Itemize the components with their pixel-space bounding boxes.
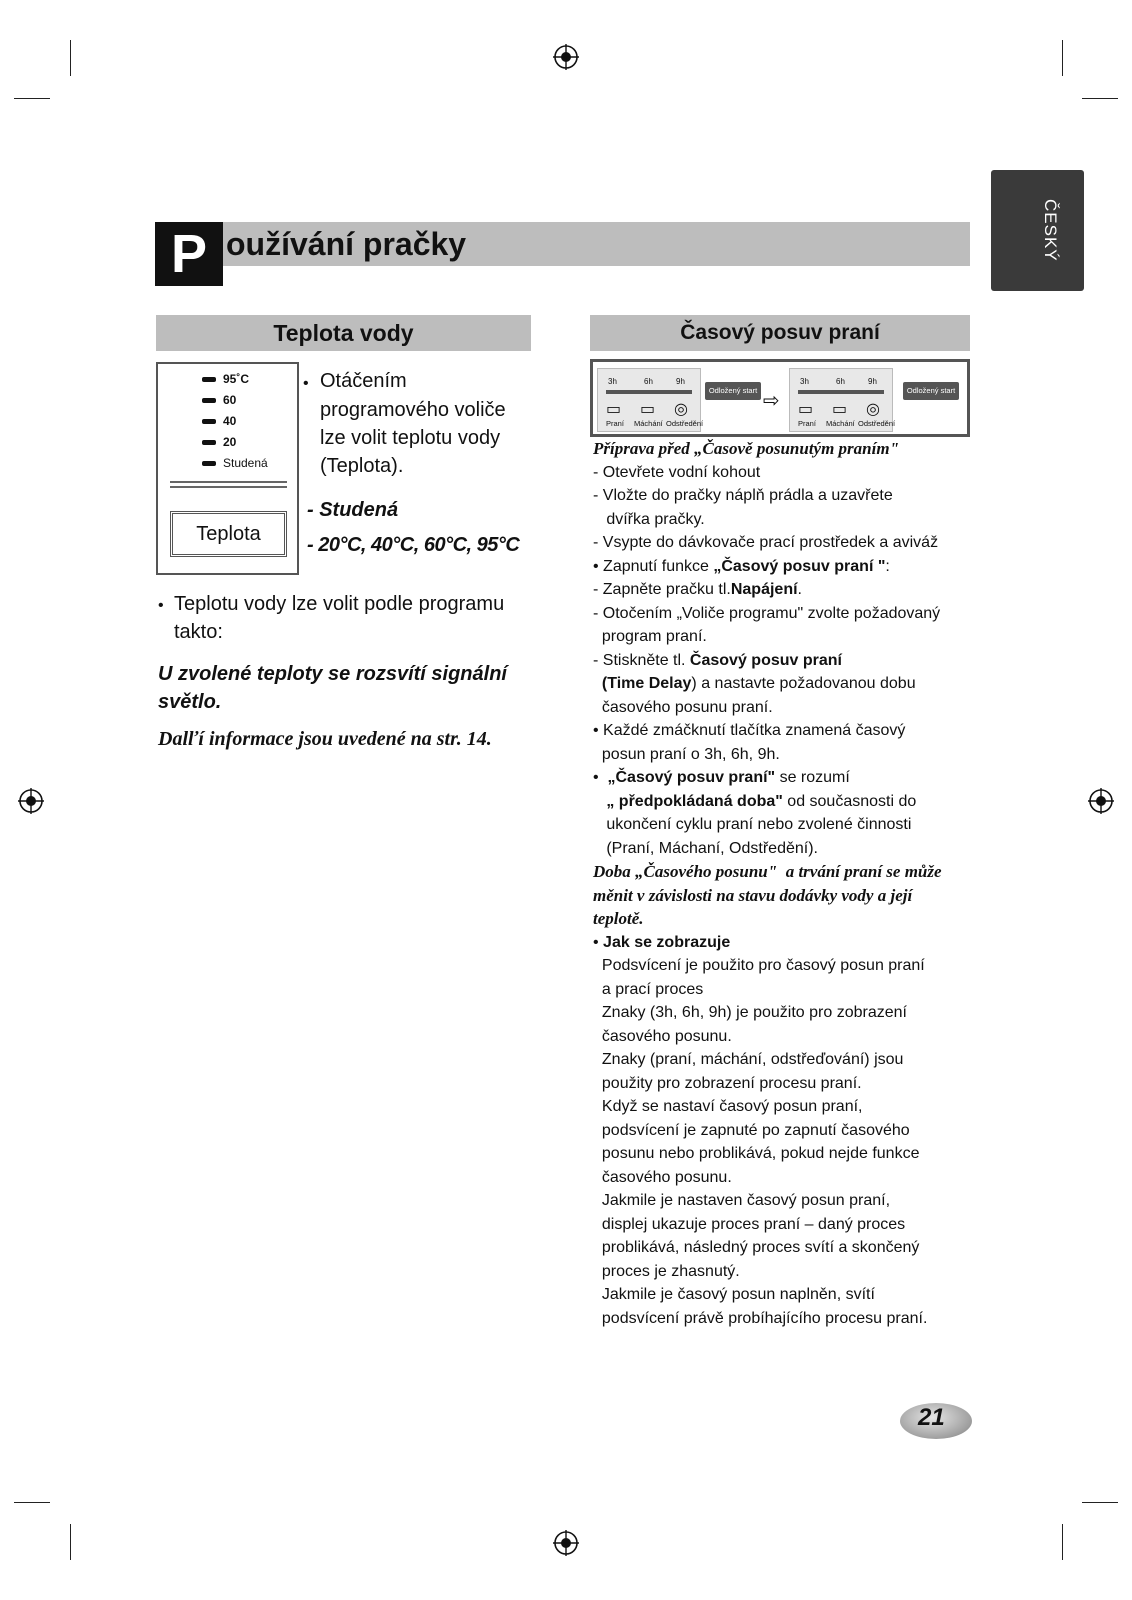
- instruction-text: časového posunu.: [593, 1168, 732, 1186]
- instruction-line: [593, 672, 983, 696]
- instruction-line: [593, 1236, 983, 1260]
- instruction-line: [593, 1048, 983, 1072]
- intro-bullet: •: [303, 375, 309, 392]
- instruction-text: posun praní o 3h, 6h, 9h.: [593, 745, 780, 763]
- instruction-text: Jakmile je časový posun naplněn, svítí: [593, 1286, 875, 1303]
- temperature-panel: [156, 362, 299, 575]
- crop-mark: [14, 1502, 50, 1503]
- instruction-line: [593, 884, 983, 908]
- instruction-text: Podsvícení je použito pro časový posun praní: [593, 957, 925, 974]
- instruction-line: [593, 813, 983, 837]
- instruction-line: [593, 602, 983, 626]
- intro-line: (Teplota).: [320, 455, 404, 477]
- instruction-line: [593, 743, 983, 767]
- instruction-text: Znaky (3h, 6h, 9h) je použito pro zobrazení: [593, 1004, 907, 1021]
- temperature-button[interactable]: Teplota: [170, 511, 287, 557]
- process-label: Máchání: [634, 419, 663, 428]
- instruction-line: [593, 1260, 983, 1284]
- spin-icon: ◎: [674, 401, 688, 418]
- instruction-line: [593, 860, 983, 884]
- instruction-line: [593, 1025, 983, 1049]
- temperature-level: 95˚C: [202, 372, 249, 386]
- instruction-text: ukončení cyklu praní nebo zvolené činnosti: [593, 816, 912, 833]
- arrow-right-icon: ⇨: [763, 390, 780, 412]
- instruction-text: •: [593, 769, 608, 786]
- process-label: Praní: [798, 419, 816, 428]
- instruction-line: [593, 790, 983, 814]
- registration-mark-icon: [18, 788, 44, 814]
- instruction-line: [593, 484, 983, 508]
- instruction-text: Když se nastaví časový posun praní,: [593, 1098, 863, 1115]
- instruction-text: • Každé zmáčknutí tlačítka znamená časový: [593, 722, 906, 739]
- crop-mark: [14, 98, 50, 99]
- instruction-text: „ předpokládaná doba": [606, 792, 783, 810]
- spin-icon: ◎: [866, 401, 880, 418]
- instruction-line: [593, 1189, 983, 1213]
- delay-label: 3h: [800, 377, 809, 386]
- instruction-text: (Praní, Máchaní, Odstředění).: [593, 839, 818, 857]
- instruction-line: [593, 696, 983, 720]
- instruction-text: [593, 793, 606, 810]
- instruction-line: [593, 625, 983, 649]
- process-label: Praní: [606, 419, 624, 428]
- rinse-icon: ▭: [640, 401, 656, 418]
- instruction-line: [593, 1166, 983, 1190]
- delay-start-button[interactable]: Odložený start: [903, 382, 959, 400]
- page-reference: Dalľí informace jsou uvedené na str. 14.: [158, 728, 492, 750]
- instruction-text: podsvícení je zapnuté po zapnutí časového: [593, 1121, 910, 1139]
- process-label: Odstředění: [858, 419, 896, 428]
- instruction-line: [593, 1213, 983, 1237]
- instruction-text: proces je zhasnutý.: [593, 1262, 740, 1280]
- instruction-text: - Otočením „Voliče programu" zvolte požadovaný: [593, 604, 941, 622]
- instruction-text: použity pro zobrazení procesu praní.: [593, 1074, 862, 1092]
- instruction-line: [593, 1095, 983, 1119]
- instruction-line: [593, 461, 983, 485]
- page-title: oužívání pračky: [226, 226, 467, 262]
- instruction-text: •: [593, 933, 604, 951]
- title-initial: P: [155, 222, 223, 286]
- instruction-text: Časový posuv praní: [689, 651, 842, 669]
- instruction-line: [593, 578, 983, 602]
- instruction-line: [593, 1119, 983, 1143]
- delay-label: 3h: [608, 377, 617, 386]
- instruction-text: posunu nebo problikává, pokud nejde funkce: [593, 1145, 920, 1162]
- instruction-line: [593, 1307, 983, 1331]
- instruction-text: „Časový posuv praní": [607, 769, 776, 786]
- option-temperatures: - 20°C, 40°C, 60°C, 95°C: [307, 534, 520, 556]
- instruction-line: [593, 1072, 983, 1096]
- instruction-line: [593, 954, 983, 978]
- instruction-text: časového posunu.: [593, 1027, 732, 1045]
- instruction-text: „Časový posuv praní ": [713, 557, 886, 575]
- crop-mark: [1082, 1502, 1118, 1503]
- note-line: takto:: [174, 621, 223, 643]
- instruction-line: [593, 649, 983, 673]
- instruction-line: [593, 1001, 983, 1025]
- instruction-text: Příprava před „Časově posunutým praním": [593, 439, 900, 458]
- instruction-text: a prací proces: [593, 980, 704, 998]
- instruction-text: - Otevřete vodní kohout: [593, 463, 761, 481]
- crop-mark: [1062, 40, 1063, 76]
- process-label: Máchání: [826, 419, 855, 428]
- instruction-line: [593, 719, 983, 743]
- intro-line: programového voliče: [320, 399, 506, 421]
- emphasis-line: U zvolené teploty se rozsvítí signální: [158, 663, 507, 685]
- instruction-text: - Vložte do pračky náplň prádla a uzavřete: [593, 487, 893, 504]
- instruction-line: [593, 931, 983, 955]
- temperature-level: 40: [202, 414, 236, 428]
- temperature-level: Studená: [202, 456, 268, 470]
- instruction-text: měnit v závislosti na stavu dodávky vody a její: [593, 885, 913, 905]
- intro-line: Otáčením: [320, 370, 407, 392]
- instruction-text: ) a nastavte požadovanou dobu: [691, 675, 916, 692]
- instruction-text: Doba „Časového posunu" a trvání praní se může: [593, 862, 942, 881]
- instruction-line: [593, 508, 983, 532]
- delay-label: 6h: [644, 377, 653, 386]
- crop-mark: [70, 1524, 71, 1560]
- divider: [170, 486, 287, 488]
- instruction-line: [593, 555, 983, 579]
- crop-mark: [1082, 98, 1118, 99]
- language-tab-label: ČESKÝ: [1041, 198, 1060, 262]
- temperature-level: 20: [202, 435, 236, 449]
- instruction-line: [593, 766, 983, 790]
- instruction-line: [593, 437, 983, 461]
- note-line: Teplotu vody lze volit podle programu: [174, 593, 505, 615]
- instruction-text: podsvícení právě probíhajícího procesu praní.: [593, 1309, 928, 1327]
- instruction-text: - Vsypte do dávkovače prací prostředek a aviváž: [593, 534, 939, 551]
- instruction-text: Jakmile je nastaven časový posun praní,: [593, 1192, 891, 1209]
- display-panel: [597, 368, 704, 432]
- instruction-text: Znaky (praní, máchání, odstřeďování) jsou: [593, 1051, 904, 1068]
- temperature-level: 60: [202, 393, 236, 407]
- instruction-text: se rozumí: [775, 769, 850, 786]
- display-panel: [789, 368, 896, 432]
- note-bullet: •: [158, 597, 164, 614]
- section-heading-time-delay: Časový posuv praní: [590, 315, 970, 351]
- instruction-text: :: [885, 557, 890, 575]
- instruction-text: Napájení: [730, 581, 798, 598]
- crop-mark: [1062, 1524, 1063, 1560]
- intro-line: lze volit teplotu vody: [320, 427, 501, 449]
- instruction-text: dvířka pračky.: [593, 510, 705, 528]
- divider: [170, 481, 287, 483]
- option-cold: - Studená: [307, 499, 399, 521]
- instruction-text: Jak se zobrazuje: [603, 933, 731, 951]
- registration-mark-icon: [553, 44, 579, 70]
- wash-icon: ▭: [798, 401, 814, 418]
- page-number: 21: [918, 1404, 945, 1431]
- instruction-text: problikává, následný proces svítí a skončený: [593, 1239, 920, 1256]
- instruction-text: (Time Delay: [601, 675, 692, 692]
- process-label: Odstředění: [666, 419, 704, 428]
- registration-mark-icon: [553, 1530, 579, 1556]
- section-heading-water-temperature: Teplota vody: [156, 315, 531, 351]
- registration-mark-icon: [1088, 788, 1114, 814]
- rinse-icon: ▭: [832, 401, 848, 418]
- instruction-text: časového posunu praní.: [593, 698, 773, 716]
- emphasis-line: světlo.: [158, 691, 222, 713]
- instruction-line: [593, 978, 983, 1002]
- delay-start-button[interactable]: Odložený start: [705, 382, 761, 400]
- instruction-text: .: [797, 581, 802, 598]
- instruction-text: - Stiskněte tl.: [593, 651, 690, 669]
- instruction-text: • Zapnutí funkce: [593, 557, 714, 575]
- crop-mark: [70, 40, 71, 76]
- time-delay-diagram: [590, 359, 970, 437]
- delay-label: 9h: [676, 377, 685, 386]
- delay-label: 9h: [868, 377, 877, 386]
- instruction-line: [593, 1283, 983, 1307]
- instruction-text: program praní.: [593, 628, 707, 645]
- instruction-text: displej ukazuje proces praní – daný proces: [593, 1215, 906, 1233]
- instruction-text: [593, 675, 602, 692]
- instruction-line: [593, 531, 983, 555]
- instruction-line: [593, 1142, 983, 1166]
- wash-icon: ▭: [606, 401, 622, 418]
- delay-label: 6h: [836, 377, 845, 386]
- instruction-text: - Zapněte pračku tl.: [593, 581, 731, 598]
- instruction-text: teplotě.: [593, 909, 644, 928]
- instruction-text: od současnosti do: [782, 792, 917, 810]
- instruction-line: [593, 907, 983, 931]
- instruction-line: [593, 837, 983, 861]
